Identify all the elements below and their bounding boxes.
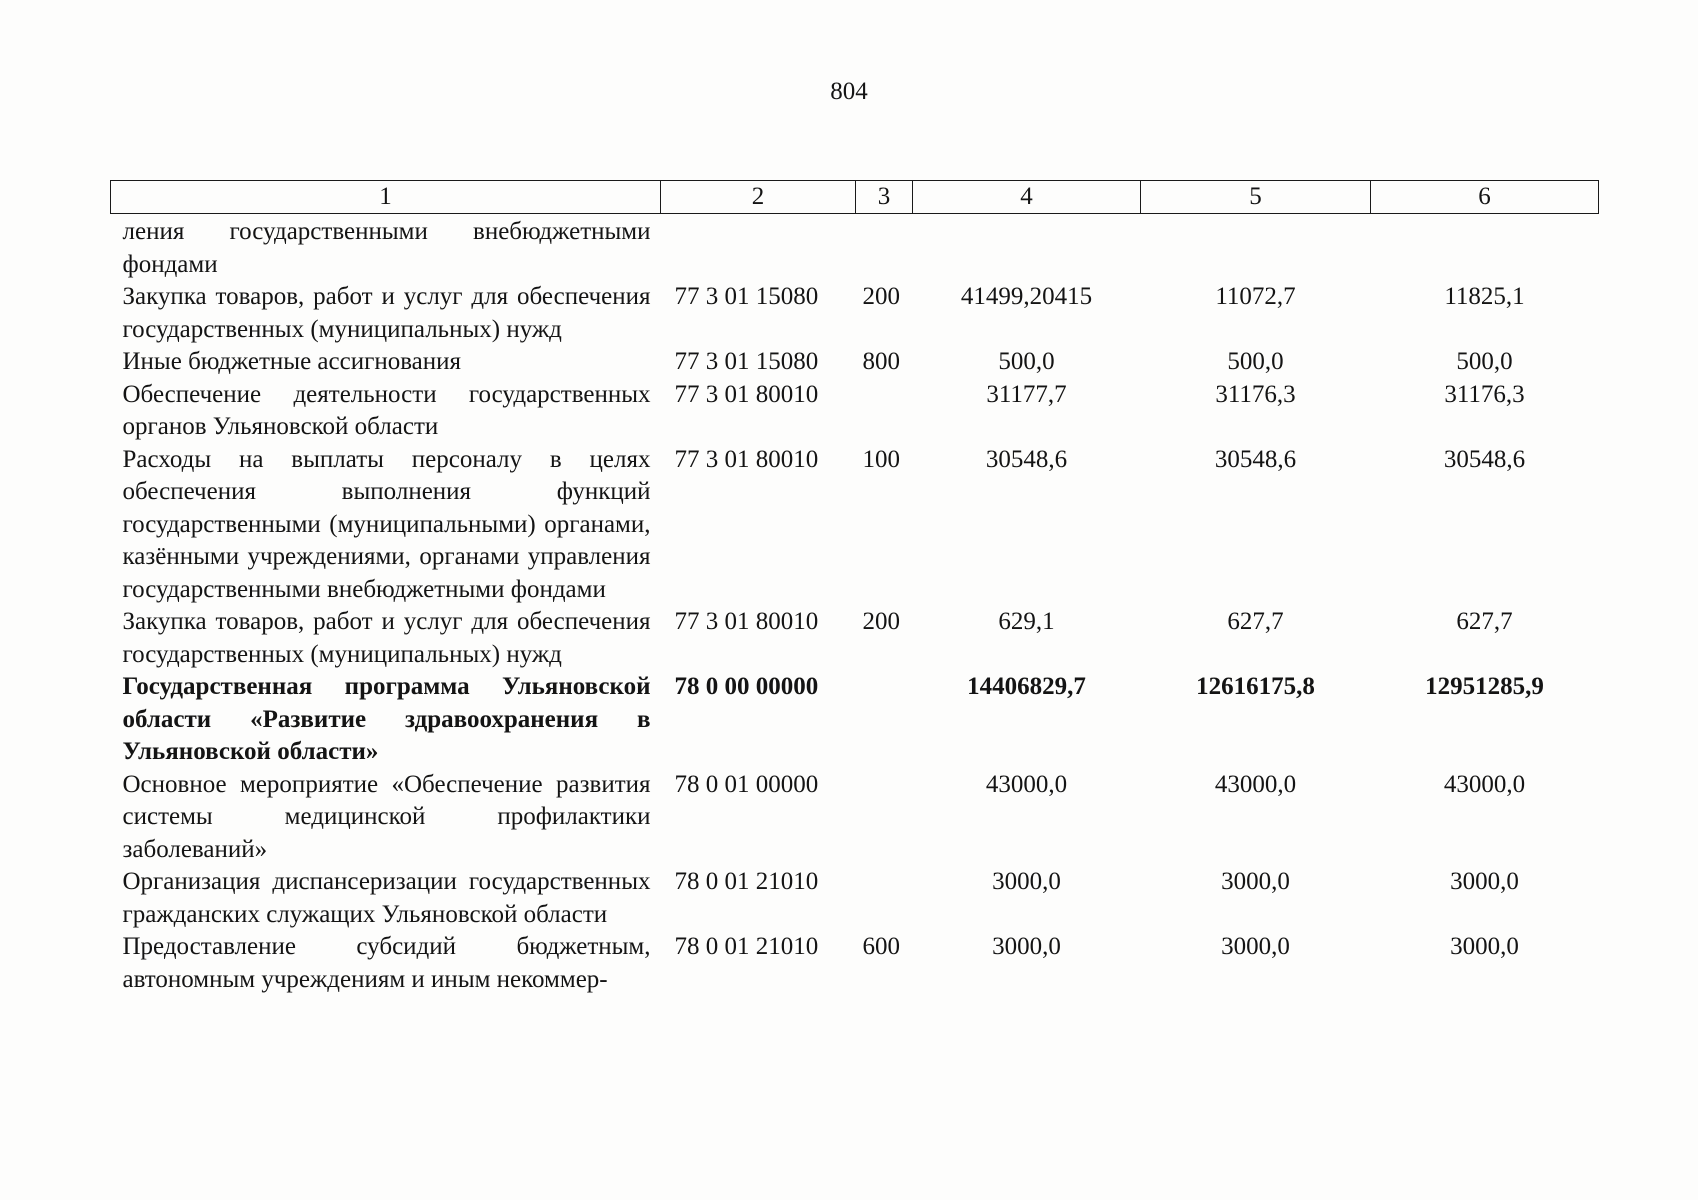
table-row (111, 606, 1599, 671)
row-value-6: 30548,6 (1443, 445, 1526, 473)
row-expense-type (856, 769, 913, 867)
row-value-5: 3000,0 (1221, 933, 1290, 960)
row-expense-type (856, 866, 913, 931)
row-value-5: 43000,0 (1214, 770, 1297, 798)
row-value-4: 14406829,7 (967, 673, 1086, 700)
row-code (661, 214, 856, 282)
row-value-5 (1141, 214, 1371, 282)
row-expense-type (856, 379, 913, 444)
row-value-6: 31176,3 (1444, 380, 1525, 408)
row-value-6: 12951285,9 (1425, 673, 1544, 700)
page-number: 804 (830, 78, 868, 105)
row-expense-type: 600 (862, 933, 900, 960)
row-value-6: 11825,1 (1444, 283, 1525, 310)
row-value-4: 43000,0 (985, 770, 1068, 798)
row-value-6: 627,7 (1456, 608, 1513, 635)
table-row (111, 769, 1599, 867)
column-header-2: 2 (661, 181, 856, 214)
budget-table (110, 180, 1599, 996)
column-header-3: 3 (856, 181, 913, 214)
row-name: Обеспечение деятельности государственных органов Ульяновской области (122, 380, 651, 440)
column-header-6: 6 (1371, 181, 1599, 214)
row-value-5: 3000,0 (1221, 868, 1290, 895)
row-expense-type: 100 (862, 445, 900, 473)
row-name: ления государственными внебюджетными фондами (122, 218, 651, 278)
row-value-6: 500,0 (1456, 348, 1513, 375)
table-row (111, 214, 1599, 282)
row-value-5: 500,0 (1227, 348, 1284, 375)
row-code: 77 3 01 15080 (674, 283, 819, 310)
row-code: 78 0 00 00000 (674, 673, 819, 700)
row-value-5: 11072,7 (1215, 283, 1296, 310)
table-header-row (111, 181, 1599, 214)
row-code: 77 3 01 15080 (674, 348, 819, 375)
row-value-4: 629,1 (998, 608, 1055, 635)
column-header-4: 4 (913, 181, 1141, 214)
row-value-4 (913, 214, 1141, 282)
row-value-4: 30548,6 (985, 445, 1068, 473)
row-name: Закупка товаров, работ и услуг для обеспечения государственных (муниципальных) нужд (122, 283, 651, 343)
row-value-6 (1371, 214, 1599, 282)
row-code: 77 3 01 80010 (674, 445, 819, 473)
row-code: 78 0 01 21010 (674, 933, 819, 960)
column-header-5: 5 (1141, 181, 1371, 214)
table-row (111, 444, 1599, 607)
row-value-6: 3000,0 (1450, 933, 1519, 960)
table-row-program (111, 671, 1599, 769)
table-row (111, 379, 1599, 444)
row-value-5: 627,7 (1227, 608, 1284, 635)
row-name: Расходы на выплаты персоналу в целях обеспечения выполнения функций государственными (муниципальными) органами, казёнными учреждениями, органами управления государственными внебюджетными фондами (122, 445, 651, 603)
table-row (111, 281, 1599, 346)
row-name: Основное мероприятие «Обеспечение развития системы медицинской профилактики заболеваний» (122, 770, 651, 863)
row-value-6: 3000,0 (1450, 868, 1519, 895)
row-value-5: 30548,6 (1214, 445, 1297, 473)
row-value-4: 41499,20415 (960, 283, 1093, 310)
row-code: 78 0 01 21010 (674, 868, 819, 895)
row-value-6: 43000,0 (1443, 770, 1526, 798)
row-value-5: 31176,3 (1215, 380, 1296, 408)
row-name: Иные бюджетные ассигнования (122, 348, 462, 375)
row-name: Государственная программа Ульяновской области «Развитие здравоохранения в Ульяновской области» (122, 673, 651, 765)
row-expense-type (856, 214, 913, 282)
row-name: Предоставление субсидий бюджетным, автономным учреждениям и иным некоммер- (122, 933, 651, 993)
row-value-4: 500,0 (998, 348, 1055, 375)
row-expense-type: 200 (862, 608, 900, 635)
row-value-4: 31177,7 (986, 380, 1067, 408)
row-name: Организация диспансеризации государственных гражданских служащих Ульяновской области (122, 868, 651, 928)
row-value-4: 3000,0 (992, 868, 1061, 895)
row-value-5: 12616175,8 (1196, 673, 1315, 700)
row-name: Закупка товаров, работ и услуг для обеспечения государственных (муниципальных) нужд (122, 608, 651, 668)
row-expense-type: 800 (862, 348, 900, 375)
row-expense-type: 200 (862, 283, 900, 310)
row-code: 77 3 01 80010 (674, 380, 819, 408)
row-expense-type (856, 671, 913, 769)
table-row (111, 866, 1599, 931)
row-code: 77 3 01 80010 (674, 608, 819, 635)
table-row (111, 346, 1599, 379)
row-code: 78 0 01 00000 (674, 770, 819, 798)
table-row (111, 931, 1599, 996)
column-header-1: 1 (111, 181, 661, 214)
row-value-4: 3000,0 (992, 933, 1061, 960)
